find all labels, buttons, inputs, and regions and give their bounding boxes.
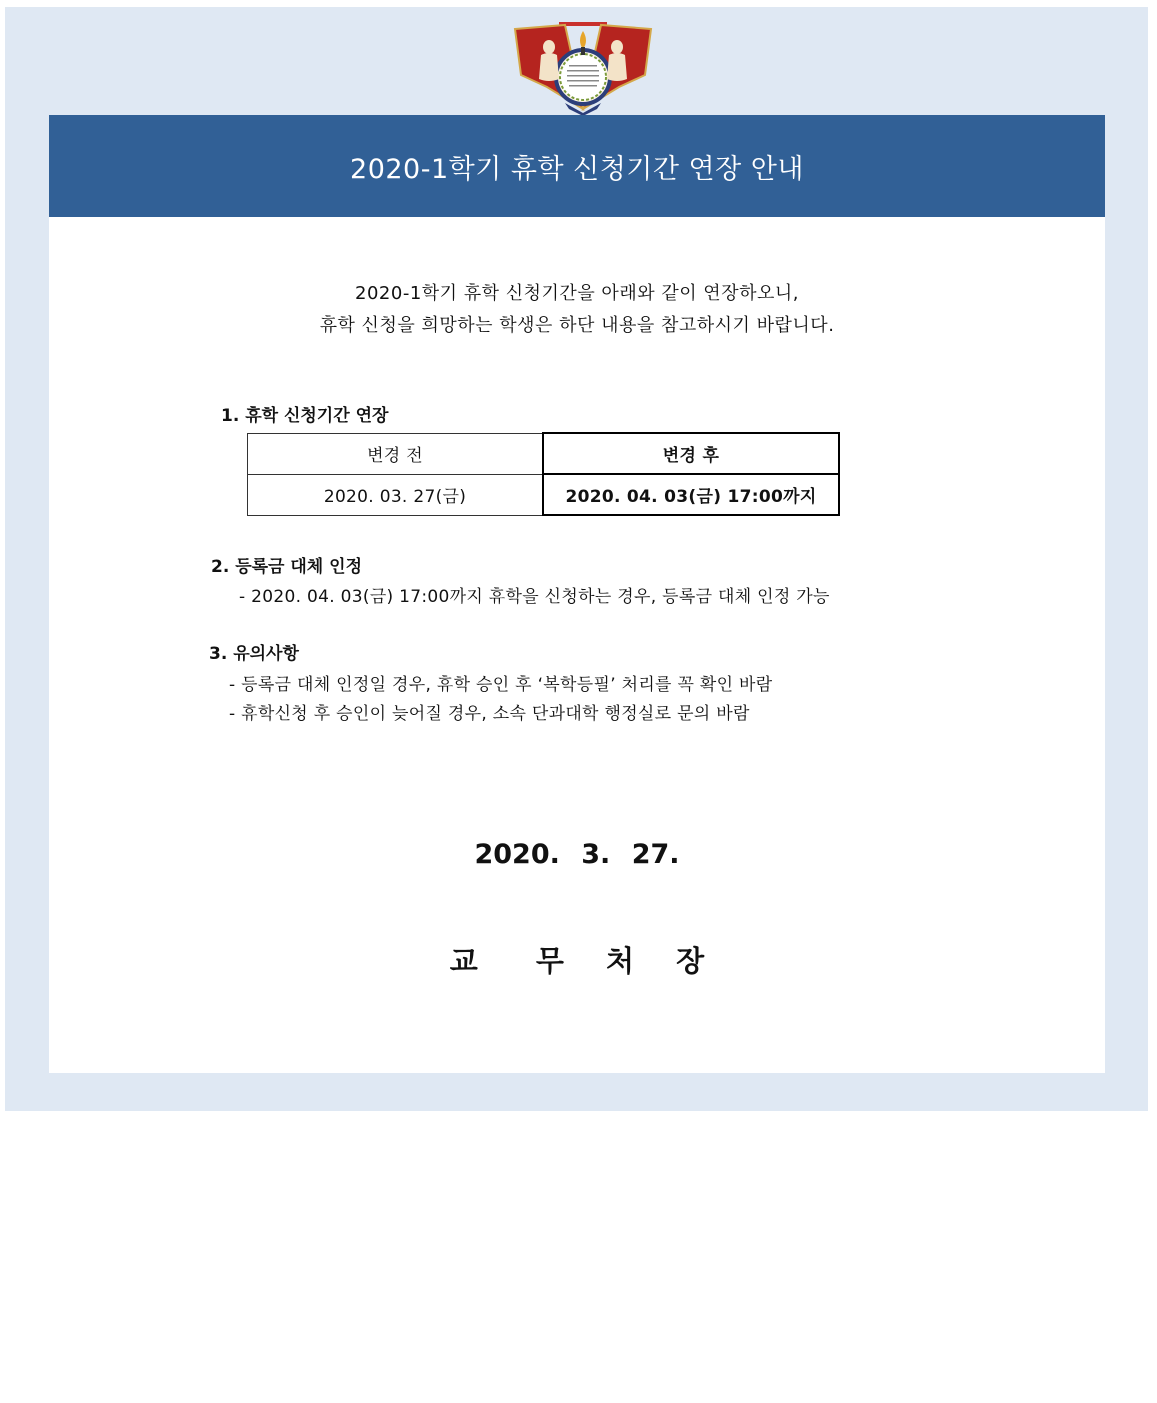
section-3-line-1: - 등록금 대체 인정일 경우, 휴학 승인 후 ‘복학등필’ 처리를 꼭 확인 바람 [229,675,773,695]
before-header-cell: 변경 전 [248,433,544,474]
signer-title [49,939,1105,980]
signer-char: 처 [606,944,635,978]
notice-date: 2020. 3. 27. [474,839,680,870]
after-value-cell: 2020. 04. 03(금) 17:00까지 [543,474,839,515]
notice-body [49,217,1105,1073]
section-2-line-1: - 2020. 04. 03(금) 17:00까지 휴학을 신청하는 경우, 등록금 대체 인정 가능 [239,587,830,607]
signer-char: 무 [535,944,564,978]
signer-char: 교 [449,944,478,978]
intro-line-1: 2020-1학기 휴학 신청기간을 아래와 같이 연장하오니, [355,283,799,304]
section-2-heading: 2. 등록금 대체 인정 [211,557,362,577]
before-value-cell: 2020. 03. 27(금) [248,474,544,515]
signer-char: 장 [676,944,705,978]
notice-title-banner [49,115,1105,217]
university-emblem-icon [507,17,659,117]
section-3-line-2: - 휴학신청 후 승인이 늦어질 경우, 소속 단과대학 행정실로 문의 바람 [229,704,750,724]
section-1-heading: 1. 휴학 신청기간 연장 [221,406,389,426]
table-row [248,433,840,474]
page-title: 2020-1학기 휴학 신청기간 연장 안내 [350,153,804,185]
intro-line-2: 휴학 신청을 희망하는 학생은 하단 내용을 참고하시기 바랍니다. [319,315,835,336]
period-change-table [247,432,840,516]
table-row [248,474,840,515]
section-3-heading: 3. 유의사항 [209,644,299,664]
after-header-cell: 변경 후 [543,433,839,474]
